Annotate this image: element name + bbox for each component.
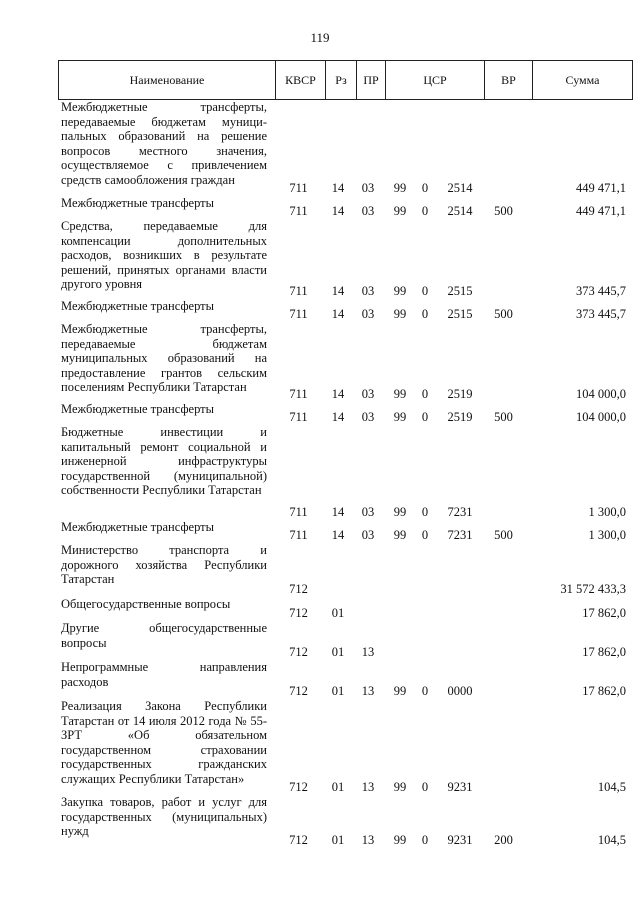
row-csr-subprogram: 0	[421, 833, 429, 848]
row-pr: 03	[361, 204, 375, 219]
row-csr-program: 99	[393, 410, 407, 425]
table-row	[58, 402, 628, 425]
row-csr-direction: 2514	[447, 204, 473, 219]
row-csr-direction: 7231	[447, 505, 473, 520]
row-sum: 1 300,0	[588, 528, 626, 543]
row-csr-subprogram: 0	[421, 410, 429, 425]
row-csr-direction: 7231	[447, 528, 473, 543]
row-vr: 500	[494, 204, 513, 219]
row-csr-direction: 2514	[447, 181, 473, 196]
row-sum: 104,5	[597, 833, 626, 848]
row-name: Закупка товаров, работ и услуг для государственных (муниципальных) нужд	[61, 795, 267, 839]
table-body	[58, 100, 628, 848]
table-row	[58, 322, 628, 402]
row-name: Общегосударственные вопросы	[61, 597, 231, 611]
row-csr-direction: 2519	[447, 410, 473, 425]
row-kvsr: 711	[289, 387, 308, 402]
row-name: Другие общегосударственные вопросы	[61, 621, 267, 650]
row-pr: 13	[361, 645, 375, 660]
table-row	[58, 425, 628, 520]
row-csr-direction: 2515	[447, 284, 473, 299]
row-csr-subprogram: 0	[421, 284, 429, 299]
row-csr-program: 99	[393, 181, 407, 196]
row-sum: 449 471,1	[576, 204, 626, 219]
table-row	[58, 660, 628, 699]
row-csr-program: 99	[393, 284, 407, 299]
table-row	[58, 219, 628, 299]
row-kvsr: 711	[289, 505, 308, 520]
row-pr: 13	[361, 833, 375, 848]
header-pr: ПР	[357, 61, 386, 100]
row-name: Бюджетные инвестиции и капитальный ремонт социальной и инженерной инфраструктуры государственной (муниципальной) собственности Республики Татарстан	[61, 425, 267, 498]
table-row	[58, 795, 628, 848]
table-row	[58, 196, 628, 219]
row-vr: 500	[494, 528, 513, 543]
row-sum: 17 862,0	[582, 684, 626, 699]
row-vr: 500	[494, 410, 513, 425]
row-kvsr: 711	[289, 307, 308, 322]
row-kvsr: 712	[289, 833, 308, 848]
table-row	[58, 100, 628, 196]
row-csr-direction: 2519	[447, 387, 473, 402]
row-pr: 03	[361, 505, 375, 520]
row-csr-direction: 0000	[447, 684, 473, 699]
header-sum: Сумма	[533, 61, 633, 100]
row-rz: 01	[331, 684, 345, 699]
row-kvsr: 711	[289, 284, 308, 299]
row-sum: 104 000,0	[576, 387, 626, 402]
row-sum: 449 471,1	[576, 181, 626, 196]
row-sum: 104,5	[597, 780, 626, 795]
row-rz: 14	[331, 410, 345, 425]
row-csr-direction: 2515	[447, 307, 473, 322]
row-kvsr: 711	[289, 204, 308, 219]
row-csr-subprogram: 0	[421, 387, 429, 402]
row-csr-program: 99	[393, 204, 407, 219]
row-csr-subprogram: 0	[421, 181, 429, 196]
row-rz: 14	[331, 387, 345, 402]
row-csr-program: 99	[393, 307, 407, 322]
table-row	[58, 299, 628, 322]
row-pr: 03	[361, 410, 375, 425]
table-row	[58, 597, 628, 621]
row-sum: 17 862,0	[582, 645, 626, 660]
row-name: Межбюджетные трансферты, передаваемые бюджетам муниципальных образований на предоставление грантов сельским поселениям Республики Татарстан	[61, 322, 267, 395]
row-rz: 14	[331, 528, 345, 543]
row-rz: 14	[331, 181, 345, 196]
row-rz: 14	[331, 284, 345, 299]
row-sum: 17 862,0	[582, 606, 626, 621]
row-csr-program: 99	[393, 528, 407, 543]
table-row	[58, 520, 628, 543]
row-kvsr: 712	[289, 780, 308, 795]
row-pr: 03	[361, 387, 375, 402]
row-kvsr: 712	[289, 684, 308, 699]
row-csr-program: 99	[393, 387, 407, 402]
row-rz: 01	[331, 833, 345, 848]
row-sum: 373 445,7	[576, 307, 626, 322]
row-kvsr: 711	[289, 410, 308, 425]
row-kvsr: 712	[289, 606, 308, 621]
row-name: Межбюджетные трансферты	[61, 520, 215, 534]
row-csr-subprogram: 0	[421, 528, 429, 543]
row-rz: 14	[331, 505, 345, 520]
row-pr: 03	[361, 284, 375, 299]
row-rz: 14	[331, 204, 345, 219]
row-csr-subprogram: 0	[421, 307, 429, 322]
row-name: Межбюджетные трансферты, передаваемые бюджетам муници-пальных образований на решение вопросов местного значения, осуществляемое с привлечением средств самообложения граждан	[61, 100, 267, 187]
row-rz: 01	[331, 606, 345, 621]
row-csr-subprogram: 0	[421, 684, 429, 699]
row-rz: 14	[331, 307, 345, 322]
row-vr: 200	[494, 833, 513, 848]
row-sum: 373 445,7	[576, 284, 626, 299]
page-number: 119	[310, 30, 330, 45]
row-rz: 01	[331, 780, 345, 795]
row-csr-program: 99	[393, 833, 407, 848]
row-name: Межбюджетные трансферты	[61, 299, 215, 313]
row-pr: 03	[361, 181, 375, 196]
row-name: Межбюджетные трансферты	[61, 196, 215, 210]
table-row	[58, 621, 628, 660]
table-row	[58, 543, 628, 597]
table-row	[58, 699, 628, 795]
row-csr-subprogram: 0	[421, 780, 429, 795]
row-csr-program: 99	[393, 780, 407, 795]
row-csr-program: 99	[393, 505, 407, 520]
row-pr: 03	[361, 307, 375, 322]
header-csr: ЦСР	[386, 61, 485, 100]
row-csr-direction: 9231	[447, 780, 473, 795]
row-kvsr: 712	[289, 582, 308, 597]
row-name: Министерство транспорта и дорожного хозяйства Республики Татарстан	[61, 543, 267, 587]
header-name: Наименование	[59, 61, 276, 100]
row-kvsr: 711	[289, 181, 308, 196]
row-kvsr: 711	[289, 528, 308, 543]
row-rz: 01	[331, 645, 345, 660]
row-name: Непрограммные направления расходов	[61, 660, 267, 689]
row-name: Реализация Закона Республики Татарстан от 14 июля 2012 года № 55-ЗРТ «Об обязательном государственном страховании государственных гражданских служащих Республики Татарстан»	[61, 699, 267, 786]
row-csr-program: 99	[393, 684, 407, 699]
table-header	[58, 60, 633, 100]
row-pr: 03	[361, 528, 375, 543]
header-rz: Рз	[326, 61, 357, 100]
row-name: Межбюджетные трансферты	[61, 402, 215, 416]
row-csr-direction: 9231	[447, 833, 473, 848]
header-kvsr: КВСР	[276, 61, 326, 100]
row-csr-subprogram: 0	[421, 505, 429, 520]
row-sum: 104 000,0	[576, 410, 626, 425]
row-pr: 13	[361, 780, 375, 795]
row-sum: 1 300,0	[588, 505, 626, 520]
row-kvsr: 712	[289, 645, 308, 660]
row-vr: 500	[494, 307, 513, 322]
header-vr: ВР	[485, 61, 533, 100]
row-csr-subprogram: 0	[421, 204, 429, 219]
row-sum: 31 572 433,3	[560, 582, 626, 597]
row-pr: 13	[361, 684, 375, 699]
row-name: Средства, передаваемые для компенсации дополнительных расходов, возникших в результате решений, принятых органами власти другого уровня	[61, 219, 267, 292]
